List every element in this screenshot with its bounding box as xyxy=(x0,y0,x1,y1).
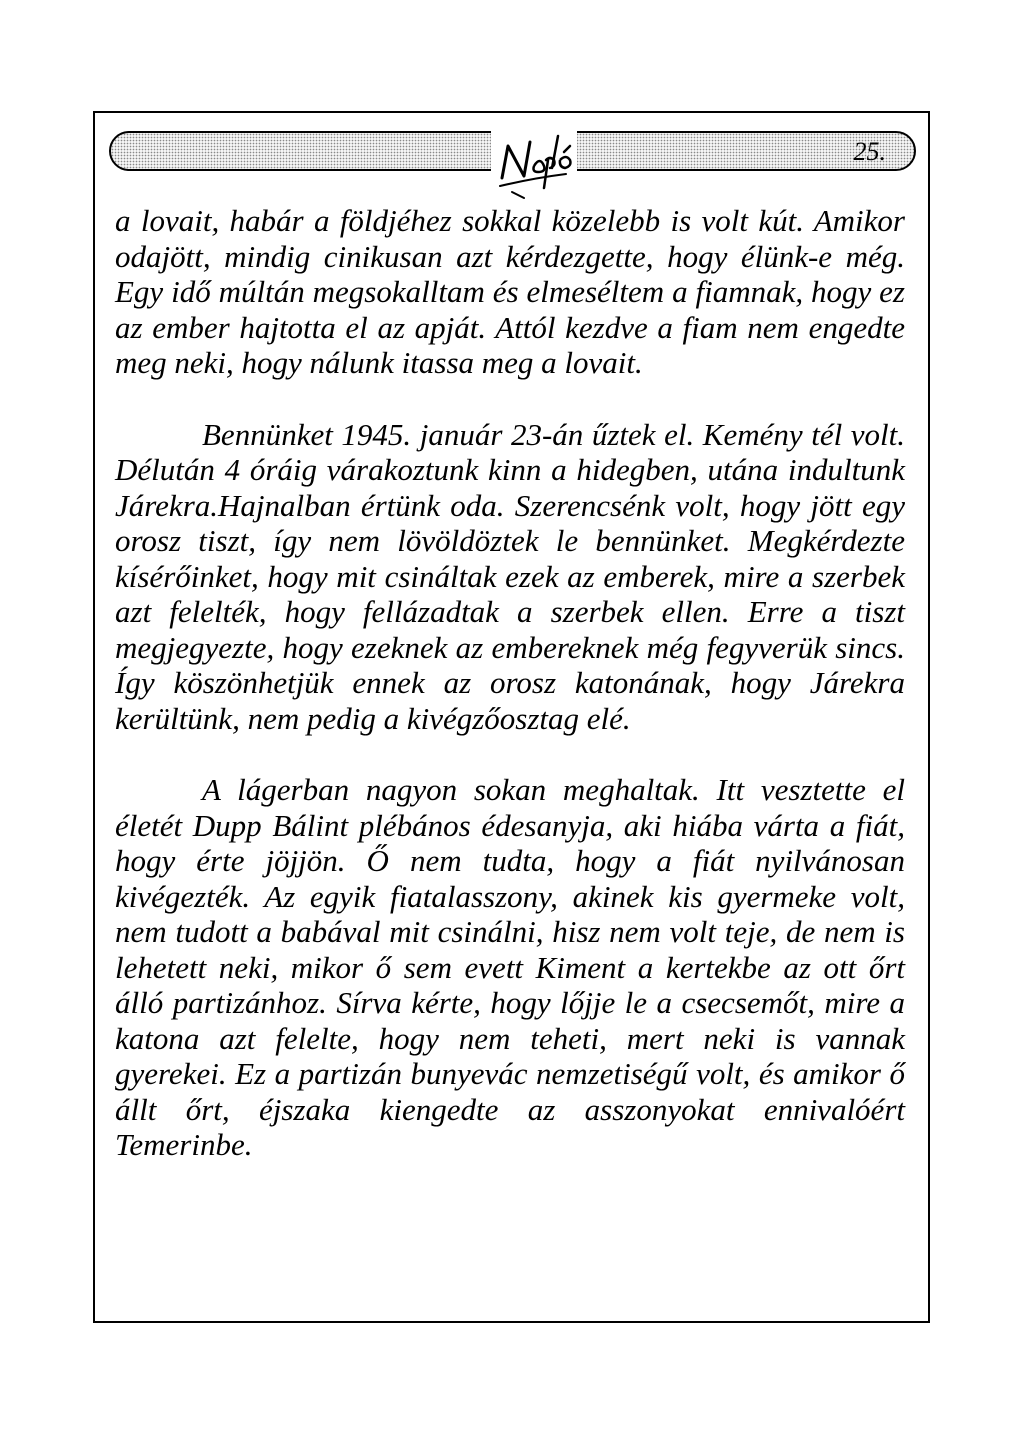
body-text xyxy=(115,203,905,1163)
page-frame xyxy=(93,111,930,1323)
header-banner xyxy=(109,131,916,171)
page-number: 25. xyxy=(853,137,886,166)
paragraph-2: Bennünket 1945. január 23-án űztek el. Kemény tél volt. Délután 4 óráig várakoztunk kinn a hidegben, utána indultunk Járekra.Hajnalban értünk oda. Szerencsénk volt, hogy jött egy orosz tiszt, így nem lövöldöztek le bennünket. Megkérdezte kísérőinket, hogy mit csináltak ezek az emberek, mire a szerbek azt felelték, hogy fellázadtak a szerbek ellen. Erre a tiszt megjegyezte, hogy ezeknek az embereknek még fegyverük sincs. Így köszönhetjük ennek az orosz katonának, hogy Járekra kerültünk, nem pedig a kivégzőosztag elé. xyxy=(115,416,905,736)
naplo-logo-icon xyxy=(494,126,574,202)
paragraph-3: A lágerban nagyon sokan meghaltak. Itt vesztette el életét Dupp Bálint plébános édesanyja, aki hiába várta a fiát, hogy érte jöjjön. Ő nem tudta, hogy a fiát nyilvánosan kivégezték. Az egyik fiatalasszony, akinek kis gyermeke volt, nem tudott a babával mit csinálni, hisz nem volt teje, de nem is lehetett neki, mikor ő sem evett Kiment a kertekbe az ott őrt álló partizánhoz. Sírva kérte, hogy lőjje le a csecsemőt, mire a katona azt felelte, hogy nem teheti, mert neki is vannak gyerekei. Ez a partizán bunyevác nemzetiségű volt, és amikor ő állt őrt, éjszaka kiengedte az asszonyokat ennivalóért Temerinbe. xyxy=(115,772,905,1162)
naplo-logo xyxy=(491,125,577,203)
paragraph-1: a lovait, habár a földjéhez sokkal közelebb is volt kút. Amikor odajött, mindig cinikusan azt kérdezgette, hogy élünk-e még. Egy idő múltán megsokalltam és elmeséltem a fiamnak, hogy ez az ember hajtotta el az apját. Attól kezdve a fiam nem engedte meg neki, hogy nálunk itassa meg a lovait. xyxy=(115,203,905,380)
